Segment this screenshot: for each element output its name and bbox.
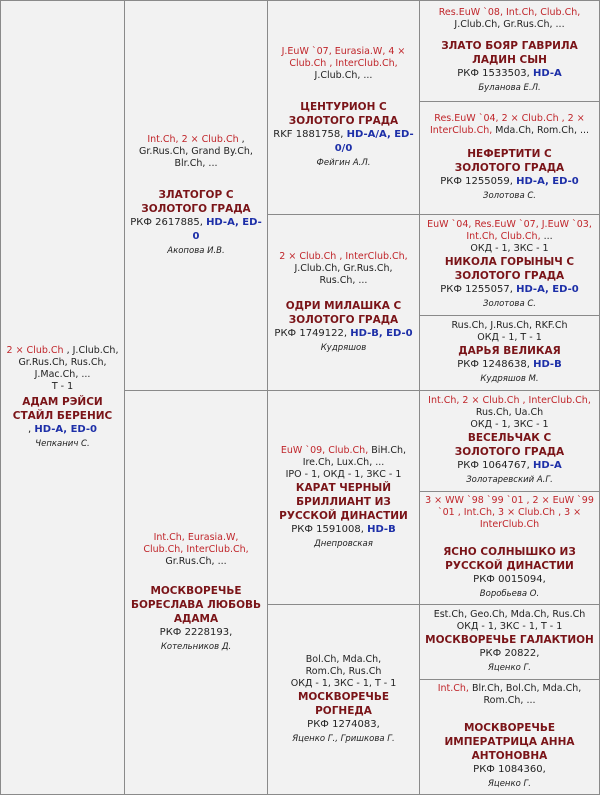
- title-run: J.Club.Ch, Gr.Rus.Ch, ...: [454, 19, 565, 30]
- hip-elbow-scores: HD-A, ED-0: [192, 216, 262, 242]
- titles: [430, 683, 590, 707]
- title-run: 2 × Club.Ch , InterClub.Ch,: [279, 250, 408, 262]
- dog-name: МОСКВОРЕЧЬЕ ГАЛАКТИОН: [425, 634, 594, 646]
- dog-name: МОСКВОРЕЧЬЕ БОРЕСЛАВА ЛЮБОВЬ АДАМА: [130, 584, 262, 625]
- owner: Золотова С.: [483, 191, 536, 201]
- dog-cell-dsd: [419, 491, 600, 605]
- dog-cell-sss: [419, 0, 600, 102]
- dog-cell-ssd: [419, 101, 600, 215]
- dog-cell-dss: [419, 390, 600, 492]
- titles: [425, 609, 595, 621]
- registration: [473, 573, 546, 587]
- dog-name: НИКОЛА ГОРЫНЫЧ С ЗОЛОТОГО ГРАДА: [444, 256, 575, 282]
- reg-number: RKF 1881758,: [273, 128, 347, 140]
- dog-name: АДАМ РЭЙСИ СТАЙЛ БЕРЕНИС: [12, 395, 113, 422]
- title-run: J.Club.Ch, Gr.Rus.Ch, Rus.Ch, ...: [294, 262, 393, 286]
- title-run: J.Club.Ch, ...: [314, 69, 373, 81]
- titles: [425, 113, 595, 137]
- title-run: ...: [540, 231, 553, 242]
- reg-number: ,: [28, 423, 35, 435]
- dog-name: ДАРЬЯ ВЕЛИКАЯ: [458, 345, 561, 357]
- title-run: EuW `04, Res.EuW `07, J.EuW `03, Int.Ch, Club.Ch,: [427, 219, 592, 242]
- dog-name: ЗЛАТОГОР С ЗОЛОТОГО ГРАДА: [141, 188, 251, 215]
- registration: [480, 647, 540, 661]
- registration: [129, 216, 263, 244]
- owner: Буланова Е.Л.: [478, 83, 541, 93]
- title-run: Gr.Rus.Ch, ...: [165, 555, 227, 567]
- titles: [427, 320, 592, 332]
- owner: Золотаревский А.Г.: [466, 475, 553, 485]
- registration: [440, 283, 578, 297]
- titles: [425, 495, 595, 531]
- registration: [291, 523, 395, 537]
- titles: [274, 445, 414, 469]
- registration: [457, 358, 561, 372]
- owner: Воробьева О.: [479, 589, 540, 599]
- dog-name: КАРАТ ЧЕРНЫЙ БРИЛЛИАНТ ИЗ РУССКОЙ ДИНАСТИИ: [279, 481, 408, 522]
- registration: [272, 128, 415, 156]
- reg-number: РКФ 1084360,: [473, 764, 546, 775]
- dog-cell-sds: [419, 214, 600, 316]
- dog-name: ЗЛАТО БОЯР ГАВРИЛА ЛАДИН СЫН: [441, 40, 578, 66]
- reg-number: РКФ 1274083,: [307, 718, 380, 730]
- owner: Фейгин А.Л.: [316, 157, 371, 168]
- dog-name: ЦЕНТУРИОН С ЗОЛОТОГО ГРАДА: [288, 100, 399, 127]
- titles: [425, 219, 595, 243]
- title-run: Int.Ch,: [437, 683, 469, 694]
- hip-elbow-scores: HD-A, ED-0: [34, 423, 97, 435]
- dog-cell-dam: [124, 390, 268, 795]
- reg-number: РКФ 1248638,: [457, 359, 534, 370]
- title-run: Rus.Ch, J.Rus.Ch, RKF.Ch: [451, 320, 568, 331]
- dog-cell-dam-sire: [267, 390, 420, 605]
- title-run: Res.EuW `08, Int.Ch, Club.Ch,: [438, 7, 581, 18]
- owner: Кудряшов: [320, 342, 367, 353]
- registration: [457, 67, 562, 81]
- dog-cell-sire-sire: [267, 0, 420, 215]
- title-run: 3 × WW `98 `99 `01 , 2 × EuW `99 `01 , Int.Ch, 3 × Club.Ch , 3 × InterClub.Ch: [425, 495, 594, 530]
- dog-cell-sire-dam: [267, 214, 420, 391]
- tests: IPO - 1, ОКД - 1, ЗКС - 1: [285, 468, 402, 480]
- hip-elbow-scores: HD-A: [533, 460, 562, 471]
- owner: Днепровская: [314, 538, 373, 549]
- reg-number: РКФ 1064767,: [457, 460, 534, 471]
- titles: [430, 7, 590, 31]
- title-run: Int.Ch, 2 × Club.Ch , InterClub.Ch,: [428, 395, 591, 406]
- title-run: EuW `09, Club.Ch,: [280, 444, 369, 456]
- reg-number: РКФ 2617885,: [130, 216, 207, 228]
- reg-number: РКФ 1255057,: [440, 284, 517, 295]
- title-run: 2 × Club.Ch: [6, 344, 64, 356]
- registration: [440, 175, 578, 189]
- title-run: Res.EuW `04, 2 × Club.Ch , 2 × InterClub.Ch,: [429, 113, 585, 136]
- titles: [276, 251, 411, 287]
- title-run: Bol.Ch, Mda.Ch, Rom.Ch, Rus.Ch: [305, 653, 382, 677]
- tests: ОКД - 1, ЗКС - 1, Т - 1: [456, 621, 563, 632]
- dog-name: ОДРИ МИЛАШКА С ЗОЛОТОГО ГРАДА: [285, 299, 402, 326]
- hip-elbow-scores: HD-B: [533, 359, 562, 370]
- tests: Т - 1: [51, 380, 74, 392]
- hip-elbow-scores: HD-A/A, ED-0/0: [334, 128, 414, 154]
- title-run: , Gr.Rus.Ch, Grand By.Ch, Blr.Ch, ...: [139, 133, 253, 169]
- reg-number: РКФ 1533503,: [457, 68, 534, 79]
- hip-elbow-scores: HD-B, ED-0: [350, 327, 413, 339]
- owner: Яценко Г.: [488, 779, 531, 789]
- dog-name: ЯСНО СОЛНЫШКО ИЗ РУССКОЙ ДИНАСТИИ: [443, 546, 576, 572]
- registration: [457, 459, 562, 473]
- owner: Кудряшов М.: [480, 374, 539, 384]
- reg-number: РКФ 0015094,: [473, 574, 546, 585]
- hip-elbow-scores: HD-A: [533, 68, 562, 79]
- registration: [473, 763, 546, 777]
- title-run: Int.Ch, Eurasia.W, Club.Ch, InterClub.Ch,: [143, 531, 249, 555]
- tests: ОКД - 1, Т - 1: [477, 332, 542, 343]
- dog-name: НЕФЕРТИТИ С ЗОЛОТОГО ГРАДА: [454, 148, 565, 174]
- title-run: BiH.Ch, Ire.Ch, Lux.Ch, ...: [302, 444, 407, 468]
- reg-number: РКФ 1591008,: [291, 523, 368, 535]
- owner: Акопова И.В.: [167, 245, 225, 256]
- dog-cell-sdd: [419, 315, 600, 391]
- owner: Котельников Д.: [160, 641, 232, 652]
- registration: [274, 327, 412, 341]
- titles: [7, 345, 119, 381]
- hip-elbow-scores: HD-B: [367, 523, 396, 535]
- registration: [307, 718, 380, 732]
- title-run: J.EuW `07, Eurasia.W, 4 × Club.Ch , InterClub.Ch,: [281, 45, 406, 69]
- tests: ОКД - 1, ЗКС - 1: [470, 243, 549, 254]
- reg-number: РКФ 1749122,: [274, 327, 351, 339]
- title-run: Mda.Ch, Rom.Ch, ...: [492, 125, 590, 136]
- registration: [160, 626, 233, 640]
- dog-name: МОСКВОРЕЧЬЕ ИМПЕРАТРИЦА АННА АНТОНОВНА: [444, 722, 575, 762]
- reg-number: РКФ 2228193,: [159, 626, 233, 638]
- titles: [289, 654, 399, 678]
- titles: [132, 134, 260, 170]
- dog-name: МОСКВОРЕЧЬЕ РОГНЕДА: [297, 690, 390, 717]
- tests: ОКД - 1, ЗКС - 1: [470, 419, 549, 430]
- hip-elbow-scores: HD-A, ED-0: [516, 176, 579, 187]
- dog-cell-subject: [0, 0, 125, 795]
- title-run: , J.Club.Ch, Gr.Rus.Ch, Rus.Ch, J.Mac.Ch, ...: [18, 344, 119, 380]
- title-run: Int.Ch, 2 × Club.Ch: [147, 133, 239, 145]
- owner: Яценко Г.: [488, 663, 531, 673]
- dog-cell-ddd: [419, 679, 600, 795]
- tests: ОКД - 1, ЗКС - 1, Т - 1: [290, 677, 397, 689]
- dog-cell-dds: [419, 604, 600, 680]
- titles: [276, 46, 411, 82]
- titles: [134, 532, 259, 568]
- title-run: Rus.Ch, Ua.Ch: [475, 407, 544, 418]
- title-run: Est.Ch, Geo.Ch, Mda.Ch, Rus.Ch: [433, 609, 586, 620]
- title-run: Blr.Ch, Bol.Ch, Mda.Ch, Rom.Ch, ...: [468, 683, 582, 706]
- hip-elbow-scores: HD-A, ED-0: [516, 284, 579, 295]
- titles: [427, 395, 592, 419]
- dog-cell-sire: [124, 0, 268, 391]
- registration: [28, 423, 97, 437]
- owner: Золотова С.: [483, 299, 536, 309]
- dog-name: ВЕСЕЛЬЧАК С ЗОЛОТОГО ГРАДА: [454, 432, 565, 458]
- dog-cell-dam-dam: [267, 604, 420, 795]
- reg-number: РКФ 20822,: [479, 648, 540, 659]
- owner: Яценко Г., Гришкова Г.: [292, 733, 395, 744]
- reg-number: РКФ 1255059,: [440, 176, 517, 187]
- owner: Чепканич С.: [35, 438, 90, 449]
